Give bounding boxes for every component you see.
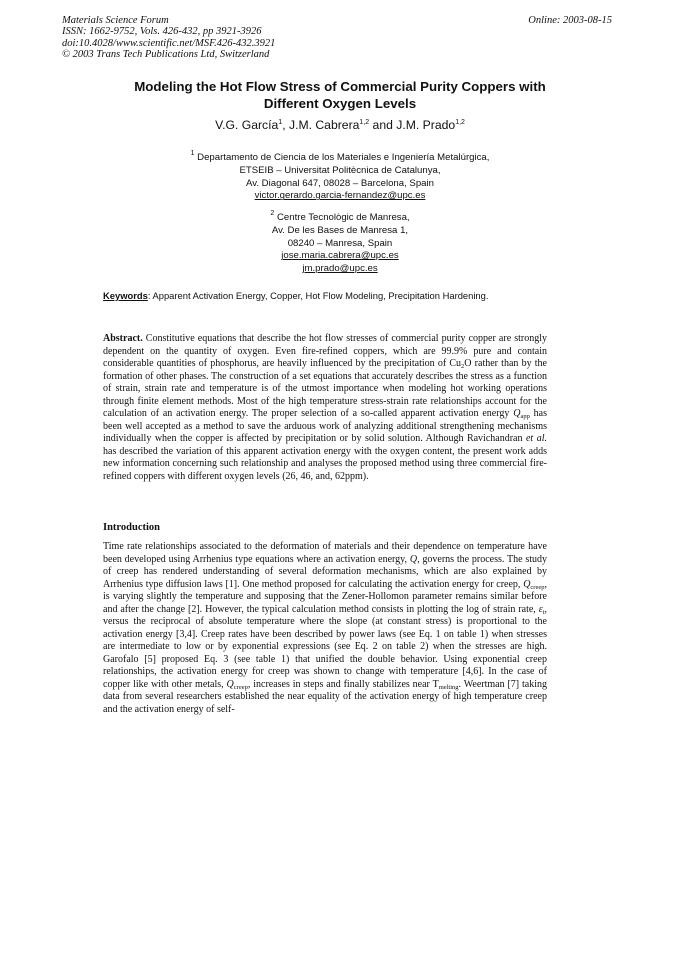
intro-text: , versus the reciprocal of absolute temperature where the slope (at constant stress) is proportional to the activation energy [3,4]. Creep rates have been described by power laws (see Eq. 1 on table 1) when stresses are intermediate to low or by exponential expressions (see Eq. 2 on table 2) when the stresses are high. Garofalo [5] proposed Eq. 3 (see table 1) that unified the double behavior. Using exponential creep relationships, the activation energy for creep was shown to change with temperature [4,6]. In the case of copper like with other metals, <box>103 603 547 690</box>
email-link-cabrera[interactable]: jose.maria.cabrera@upc.es <box>281 250 399 262</box>
author-3-affil: 1,2 <box>455 119 465 126</box>
keywords-label: Keywords <box>103 290 148 301</box>
abstract-text: has been well accepted as a method to save the arduous work of analyzing additional strengthening mechanisms individually when the copper is affected by precipitation or by solid solution. Although Ravichandran <box>103 408 547 444</box>
affiliation-1-line-1: Departamento de Ciencia de los Materiales e Ingeniería Metalúrgica, <box>194 152 490 163</box>
intro-text: Time rate relationships associated to the deformation of materials and their dependence on temperature have been developed using Arrhenius type equations where an activation energy, <box>103 541 547 565</box>
affiliation-2-line-1: Centre Tecnològic de Manresa, <box>274 212 410 223</box>
paper-title <box>60 79 620 112</box>
subscript: 2 <box>461 363 465 370</box>
intro-text: , governs the process. The study of creep has rendered understanding of several deformation mechanisms, which are also explained by Arrhenius type diffusion laws [1]. One method proposed for calculating the activation energy for creep, <box>103 553 548 590</box>
affiliation-1-line-3: Av. Diagonal 647, 08028 – Barcelona, Spain <box>246 177 434 189</box>
et-al: et al. <box>525 433 547 444</box>
affiliation-2 <box>60 212 620 276</box>
symbol-q: Q <box>523 578 531 590</box>
author-2: , J.M. Cabrera <box>282 118 360 132</box>
abstract-text: has described the variation of this apparent activation energy with the oxygen content, the present work adds new information concerning such relationship and analyses the proposed method using three commercial fire-refined coppers with different oxygen levels (26, 46, and, 62ppm). <box>103 445 547 482</box>
symbol-q: Q <box>409 553 418 565</box>
affiliation-1-line-2: ETSEIB – Universitat Politècnica de Catalunya, <box>239 164 441 176</box>
author-1: V.G. García <box>215 118 279 132</box>
author-1-affil: 1 <box>278 119 283 126</box>
abstract-text: O rather than by the formation of other phases. The construction of a set equations that accurately describes the stress as a function of strain, strain rate and temperature is of the utmost importance when modeling hot working operations through finite element methods. Most of the high temperature stress-strain rate relationships account for the calculation of an activation energy. The proper selection of a so-called apparent activation energy <box>103 358 547 419</box>
intro-text: . Weertman [7] taking data from several researchers established the near equality of the activation energy of high temperature creep and the activation energy of self- <box>103 678 547 715</box>
subscript: creep <box>233 683 248 691</box>
journal-doi: doi:10.4028/www.scientific.net/MSF.426-432.3921 <box>62 37 276 49</box>
author-2-affil: 1,2 <box>359 119 370 126</box>
symbol-q: Q <box>226 678 234 690</box>
author-3: and J.M. Prado <box>369 118 456 132</box>
affiliation-2-line-3: 08240 – Manresa, Spain <box>287 237 393 249</box>
journal-copyright: © 2003 Trans Tech Publications Ltd, Switzerland <box>62 49 270 61</box>
subscript: creep <box>530 583 545 591</box>
affiliation-1-sup: 1 <box>190 150 195 157</box>
keywords <box>103 290 573 301</box>
title-line-1: Modeling the Hot Flow Stress of Commercial Purity Coppers with <box>134 79 546 94</box>
intro-text: , increases in steps and finally stabilizes near T <box>247 678 439 690</box>
journal-header <box>62 15 275 61</box>
email-link-garcia[interactable]: victor.gerardo.garcia-fernandez@upc.es <box>254 190 426 202</box>
keywords-text: : Apparent Activation Energy, Copper, Hot Flow Modeling, Precipitation Hardening. <box>147 290 489 301</box>
abstract-text: Constitutive equations that describe the hot flow stresses of commercial purity copper are strongly dependent on the quantity of oxygen. Even fire-refined coppers, which are 99.9% pure and contain considerable quantities of phosphorus, are heavily influenced by the precipitation of Cu <box>103 333 547 369</box>
section-heading-introduction: Introduction <box>103 522 160 533</box>
online-date: Online: 2003-08-15 <box>528 15 612 26</box>
title-line-2: Different Oxygen Levels <box>263 95 417 111</box>
subscript: t <box>542 608 545 616</box>
affiliation-1 <box>60 152 620 203</box>
symbol-epsilon: ε <box>538 603 543 615</box>
affiliation-2-sup: 2 <box>270 210 275 217</box>
subscript: melting <box>438 683 459 691</box>
abstract-label: Abstract. <box>103 333 143 344</box>
author-list <box>60 118 620 132</box>
affiliation-2-line-2: Av. De les Bases de Manresa 1, <box>271 224 409 236</box>
email-link-prado[interactable]: jm.prado@upc.es <box>302 263 378 275</box>
introduction-paragraph <box>103 541 547 716</box>
abstract <box>103 333 547 483</box>
subscript: app <box>520 413 530 420</box>
intro-text: , is varying slightly the temperature and supposing that the Zener-Hollomon parameter remains similar before and after the change [2]. However, the typical calculation method consists in plotting the log of strain rate, <box>103 578 547 615</box>
journal-issn: ISSN: 1662-9752, Vols. 426-432, pp 3921-3926 <box>62 26 262 38</box>
symbol-q: Q <box>513 408 521 419</box>
journal-name: Materials Science Forum <box>62 15 169 26</box>
